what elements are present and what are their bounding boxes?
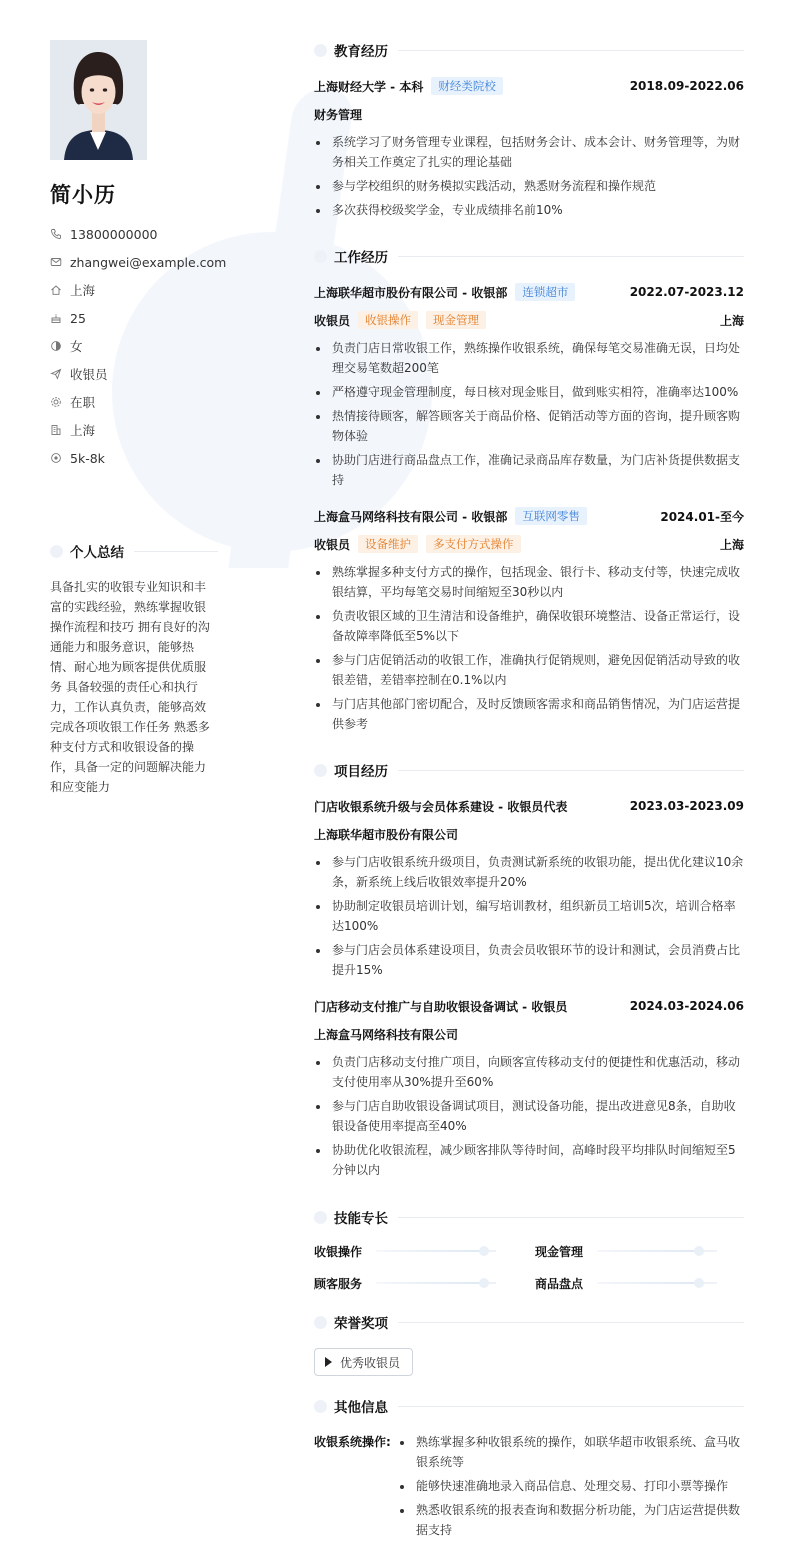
project-org-row — [314, 824, 744, 844]
education-bullets — [314, 132, 744, 224]
home-icon — [50, 284, 62, 296]
section-divider — [398, 256, 744, 257]
project-header-row — [314, 996, 744, 1016]
project-date: 2023.03-2023.09 — [629, 799, 744, 813]
info-email — [50, 248, 227, 276]
list-item: 严格遵守现金管理制度，每日核对现金账目，做到账实相符，准确率达100% — [314, 382, 744, 402]
job-bullets — [314, 338, 744, 494]
summary-section-header — [50, 541, 218, 561]
list-item: 热情接待顾客，解答顾客关于商品价格、促销活动等方面的咨询，提升顾客购物体验 — [314, 406, 744, 446]
section-divider — [398, 50, 744, 51]
project-name: 门店收银系统升级与会员体系建设 - 收银员代表 — [314, 799, 568, 814]
award-badge[interactable] — [314, 1348, 413, 1376]
list-item: 参与门店自助收银设备调试项目，测试设备功能，提出改进意见8条，自助收银设备使用率提高至40% — [314, 1096, 744, 1136]
skill-level-bar — [376, 1282, 496, 1284]
project-org: 上海联华超市股份有限公司 — [314, 827, 459, 842]
candidate-name: 简小历 — [50, 183, 116, 207]
other-label: 收银系统操作: — [314, 1435, 391, 1449]
info-position-text: 收银员 — [70, 367, 108, 382]
list-item: 熟悉收银系统的报表查询和数据分析功能，为门店运营提供数据支持 — [398, 1500, 744, 1540]
section-dot-icon — [314, 1316, 327, 1329]
profile-photo — [50, 40, 147, 160]
job-role-row — [314, 534, 744, 554]
job-date: 2022.07-2023.12 — [629, 285, 744, 299]
skill-level-fill — [597, 1250, 699, 1252]
project-org: 上海盒马网络科技有限公司 — [314, 1027, 459, 1042]
school-name: 上海财经大学 - 本科 — [314, 79, 424, 94]
list-item: 熟练掌握多种支付方式的操作，包括现金、银行卡、移动支付等，快速完成收银结算，平均每笔交易时间缩短至30秒以内 — [314, 562, 744, 602]
job-skill-tag: 收银操作 — [358, 311, 418, 329]
award-label: 优秀收银员 — [340, 1355, 401, 1370]
skill-level-knob — [479, 1278, 489, 1288]
info-status — [50, 388, 220, 416]
info-position — [50, 360, 220, 388]
info-gender — [50, 332, 220, 360]
section-divider — [134, 551, 218, 552]
skill-item — [314, 1241, 496, 1261]
info-phone — [50, 220, 220, 248]
skill-level-bar — [376, 1250, 496, 1252]
skill-level-fill — [597, 1282, 699, 1284]
other-bullets — [398, 1432, 744, 1544]
list-item: 协助门店进行商品盘点工作，准确记录商品库存数量，为门店补货提供数据支持 — [314, 450, 744, 490]
projects-title: 项目经历 — [334, 764, 388, 780]
project-date: 2024.03-2024.06 — [629, 999, 744, 1013]
education-section-header — [314, 40, 744, 60]
info-city-text: 上海 — [70, 423, 96, 438]
list-item: 负责门店移动支付推广项目，向顾客宣传移动支付的便捷性和优惠活动，移动支付使用率从30%提升至60% — [314, 1052, 744, 1092]
education-title: 教育经历 — [334, 44, 388, 60]
job-header-row — [314, 282, 744, 302]
list-item: 协助制定收银员培训计划，编写培训教材，组织新员工培训5次，培训合格率达100% — [314, 896, 744, 936]
projects-section-header — [314, 760, 744, 780]
list-item: 参与学校组织的财务模拟实践活动，熟悉财务流程和操作规范 — [314, 176, 744, 196]
awards-section-header — [314, 1312, 744, 1332]
section-dot-icon — [314, 764, 327, 777]
status-icon — [50, 396, 62, 408]
skill-name: 收银操作 — [314, 1244, 363, 1259]
job-skill-tag: 多支付方式操作 — [426, 535, 521, 553]
job-city: 上海 — [719, 313, 744, 328]
education-date: 2018.09-2022.06 — [629, 79, 744, 93]
list-item: 负责门店日常收银工作，熟练操作收银系统，确保每笔交易准确无误，日均处理交易笔数超200笔 — [314, 338, 744, 378]
section-dot-icon — [314, 44, 327, 57]
section-dot-icon — [314, 1211, 327, 1224]
work-title: 工作经历 — [334, 250, 388, 266]
summary-title: 个人总结 — [70, 545, 124, 561]
building-icon — [50, 424, 62, 436]
project-org-row — [314, 1024, 744, 1044]
info-salary-text: 5k-8k — [70, 450, 105, 466]
skill-name: 商品盘点 — [535, 1276, 584, 1291]
job-role-row — [314, 310, 744, 330]
education-major-row — [314, 104, 744, 124]
info-phone-text: 13800000000 — [70, 226, 158, 242]
skill-level-knob — [694, 1278, 704, 1288]
work-section-header — [314, 246, 744, 266]
skill-level-knob — [694, 1246, 704, 1256]
job-role: 收银员 — [314, 537, 351, 552]
project-header-row — [314, 796, 744, 816]
info-gender-text: 女 — [70, 339, 83, 354]
section-dot-icon — [314, 250, 327, 263]
skill-level-bar — [597, 1250, 717, 1252]
major-name: 财务管理 — [314, 107, 363, 122]
skill-item — [535, 1241, 717, 1261]
job-role: 收银员 — [314, 313, 351, 328]
project-bullets — [314, 1052, 744, 1184]
job-city: 上海 — [719, 537, 744, 552]
other-title: 其他信息 — [334, 1400, 388, 1416]
left-column — [50, 40, 227, 472]
gender-icon — [50, 340, 62, 352]
mail-icon — [50, 256, 62, 268]
job-skill-tag: 设备维护 — [358, 535, 418, 553]
other-section-header — [314, 1396, 744, 1416]
skill-level-fill — [376, 1282, 484, 1284]
info-city — [50, 416, 220, 444]
salary-icon — [50, 452, 62, 464]
info-status-text: 在职 — [70, 395, 96, 410]
list-item: 参与门店会员体系建设项目，负责会员收银环节的设计和测试，会员消费占比提升15% — [314, 940, 744, 980]
education-header-row — [314, 76, 744, 96]
section-dot-icon — [314, 1400, 327, 1413]
info-age-text: 25 — [70, 310, 86, 326]
company-tag: 连锁超市 — [515, 283, 575, 301]
list-item: 熟练掌握多种收银系统的操作，如联华超市收银系统、盒马收银系统等 — [398, 1432, 744, 1472]
skill-name: 顾客服务 — [314, 1276, 363, 1291]
skill-name: 现金管理 — [535, 1244, 584, 1259]
job-date: 2024.01-至今 — [660, 509, 744, 524]
list-item: 系统学习了财务管理专业课程，包括财务会计、成本会计、财务管理等，为财务相关工作奠定了扎实的理论基础 — [314, 132, 744, 172]
section-divider — [398, 1322, 744, 1323]
info-age — [50, 304, 220, 332]
section-divider — [398, 770, 744, 771]
section-dot-icon — [50, 545, 63, 558]
info-home — [50, 276, 220, 304]
project-name: 门店移动支付推广与自助收银设备调试 - 收银员 — [314, 999, 568, 1014]
info-salary — [50, 444, 220, 472]
awards-title: 荣誉奖项 — [334, 1316, 388, 1332]
skill-level-fill — [376, 1250, 484, 1252]
list-item: 参与门店收银系统升级项目，负责测试新系统的收银功能，提出优化建议10余条，新系统上线后收银效率提升20% — [314, 852, 744, 892]
phone-icon — [50, 228, 62, 240]
contact-info-list — [50, 220, 227, 472]
job-header-row — [314, 506, 744, 526]
list-item: 能够快速准确地录入商品信息、处理交易、打印小票等操作 — [398, 1476, 744, 1496]
skills-title: 技能专长 — [334, 1211, 388, 1227]
send-icon — [50, 368, 62, 380]
skill-level-knob — [479, 1246, 489, 1256]
list-item: 参与门店促销活动的收银工作，准确执行促销规则，避免因促销活动导致的收银差错，差错率控制在0.1%以内 — [314, 650, 744, 690]
school-tag: 财经类院校 — [431, 77, 503, 95]
list-item: 协助优化收银流程，减少顾客排队等待时间，高峰时段平均排队时间缩短至5分钟以内 — [314, 1140, 744, 1180]
summary-text: 具备扎实的收银专业知识和丰富的实践经验，熟练掌握收银操作流程和技巧 拥有良好的沟通能力和服务意识，能够热情、耐心地为顾客提供优质服务 具备较强的责任心和执行力，工作认真负责，能够高效完成各项收银工作任务 熟悉多种支付方式和收银设备的操作，具备一定的问题解决能力和应变能力 — [50, 580, 210, 794]
skill-level-bar — [597, 1282, 717, 1284]
info-email-text: zhangwei@example.com — [70, 254, 227, 270]
cake-icon — [50, 312, 62, 324]
project-bullets — [314, 852, 744, 984]
section-divider — [398, 1217, 744, 1218]
section-divider — [398, 1406, 744, 1407]
play-icon — [325, 1357, 332, 1367]
job-skill-tag: 现金管理 — [426, 311, 486, 329]
skills-section-header — [314, 1207, 744, 1227]
company-name: 上海联华超市股份有限公司 - 收银部 — [314, 285, 508, 300]
skill-item — [314, 1273, 496, 1293]
skill-item — [535, 1273, 717, 1293]
info-home-text: 上海 — [70, 283, 96, 298]
job-bullets — [314, 562, 744, 738]
list-item: 负责收银区域的卫生清洁和设备维护，确保收银环境整洁、设备正常运行，设备故障率降低至5%以下 — [314, 606, 744, 646]
list-item: 与门店其他部门密切配合，及时反馈顾客需求和商品销售情况，为门店运营提供参考 — [314, 694, 744, 734]
company-tag: 互联网零售 — [515, 507, 587, 525]
list-item: 多次获得校级奖学金，专业成绩排名前10% — [314, 200, 744, 220]
company-name: 上海盒马网络科技有限公司 - 收银部 — [314, 509, 508, 524]
